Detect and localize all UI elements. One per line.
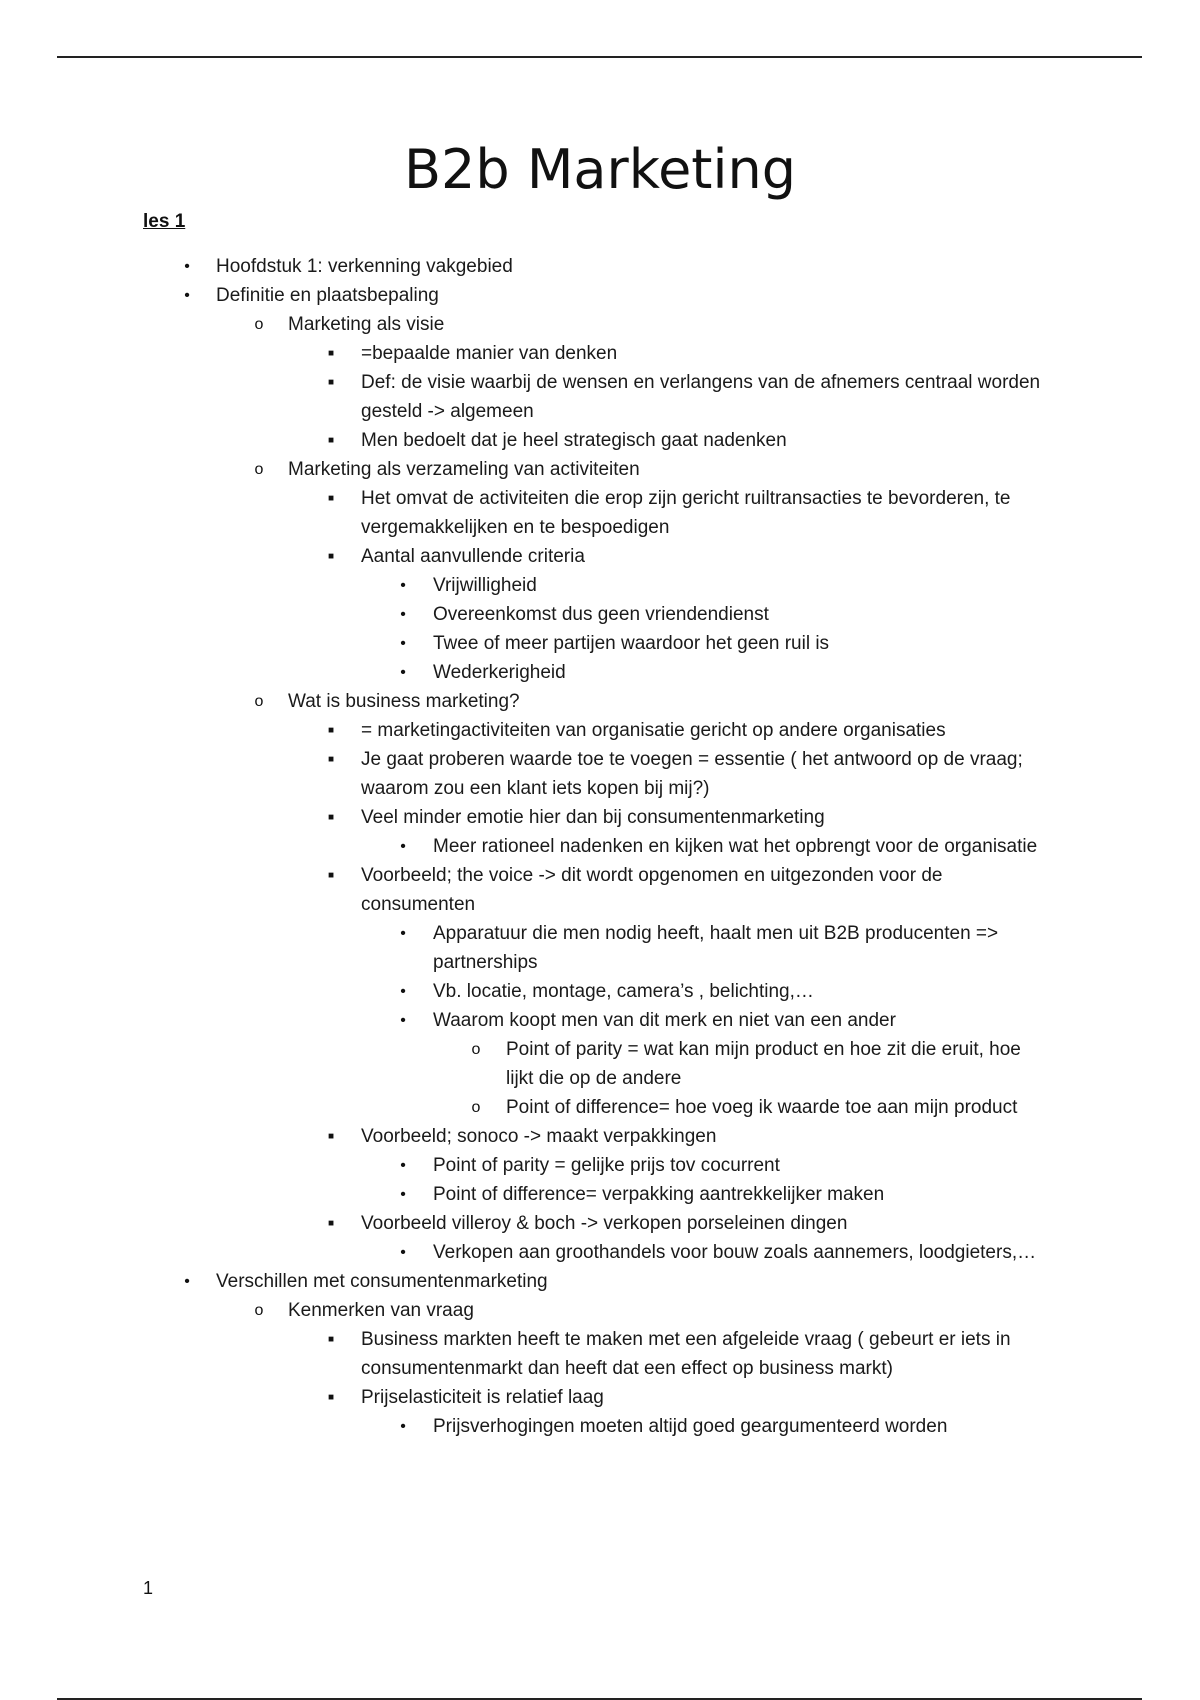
outline-item-level-4: [0, 832, 1200, 861]
outline-item-level-3: [0, 484, 1200, 542]
outline-list: [0, 252, 1200, 1441]
outline-item-level-5: [0, 1093, 1200, 1122]
bullet-icon: ■: [327, 493, 335, 504]
outline-item-level-3: [0, 716, 1200, 745]
outline-item-level-3: [0, 1122, 1200, 1151]
outline-item-text: Wat is business marketing?: [288, 691, 520, 712]
bullet-icon: o: [254, 1302, 264, 1319]
outline-item-level-2: [0, 455, 1200, 484]
bullet-icon: •: [400, 1418, 406, 1435]
outline-item-text: Je gaat proberen waarde toe te voegen = essentie ( het antwoord op de vraag; waarom zou een klant iets kopen bij mij?): [361, 749, 1023, 799]
outline-item-level-3: [0, 339, 1200, 368]
outline-item-level-4: [0, 629, 1200, 658]
outline-item-level-5: [0, 1035, 1200, 1093]
outline-item-text: Kenmerken van vraag: [288, 1300, 474, 1321]
outline-item-level-3: [0, 542, 1200, 571]
bullet-icon: ■: [327, 725, 335, 736]
outline-item-level-3: [0, 1383, 1200, 1412]
outline-item-text: Apparatuur die men nodig heeft, haalt men uit B2B producenten => partnerships: [433, 923, 999, 973]
bullet-icon: ■: [327, 754, 335, 765]
bullet-icon: ■: [327, 1392, 335, 1403]
outline-item-text: Definitie en plaatsbepaling: [216, 285, 439, 306]
outline-item-level-2: [0, 310, 1200, 339]
outline-item-text: Veel minder emotie hier dan bij consumentenmarketing: [361, 807, 825, 828]
outline-item-level-3: [0, 1325, 1200, 1383]
outline-item-level-4: [0, 919, 1200, 977]
outline-item-level-2: [0, 687, 1200, 716]
bullet-icon: o: [254, 461, 264, 478]
bullet-icon: •: [184, 287, 190, 304]
bullet-icon: ■: [327, 1218, 335, 1229]
outline-item-text: Twee of meer partijen waardoor het geen ruil is: [433, 633, 830, 654]
outline-item-level-3: [0, 426, 1200, 455]
bullet-icon: o: [254, 316, 264, 333]
outline-item-text: Vrijwilligheid: [433, 575, 537, 596]
outline-item-level-4: [0, 1151, 1200, 1180]
outline-item-text: Def: de visie waarbij de wensen en verlangens van de afnemers centraal worden gesteld -> algemeen: [361, 372, 1041, 422]
outline-item-text: Voorbeeld villeroy & boch -> verkopen porseleinen dingen: [361, 1213, 848, 1234]
outline-item-text: Verkopen aan groothandels voor bouw zoals aannemers, loodgieters,…: [433, 1242, 1037, 1263]
bullet-icon: •: [184, 1273, 190, 1290]
outline-item-level-3: [0, 745, 1200, 803]
outline-item-level-3: [0, 1209, 1200, 1238]
outline-item-level-4: [0, 1180, 1200, 1209]
bullet-icon: •: [400, 1012, 406, 1029]
bullet-icon: •: [184, 258, 190, 275]
outline-item-text: Prijselasticiteit is relatief laag: [361, 1387, 604, 1408]
bullet-icon: o: [471, 1041, 481, 1058]
outline-item-text: Point of parity = gelijke prijs tov cocurrent: [433, 1155, 780, 1176]
outline-item-text: Verschillen met consumentenmarketing: [216, 1271, 548, 1292]
bullet-icon: •: [400, 1244, 406, 1261]
bullet-icon: •: [400, 925, 406, 942]
outline-item-level-2: [0, 1296, 1200, 1325]
outline-item-text: =bepaalde manier van denken: [361, 343, 618, 364]
outline-item-text: Meer rationeel nadenken en kijken wat het opbrengt voor de organisatie: [433, 836, 1038, 857]
outline-item-text: Point of parity = wat kan mijn product en hoe zit die eruit, hoe lijkt die op de andere: [506, 1039, 1021, 1089]
outline-item-level-1: [0, 1267, 1200, 1296]
bullet-icon: •: [400, 1186, 406, 1203]
outline-item-level-1: [0, 281, 1200, 310]
bullet-icon: ■: [327, 812, 335, 823]
bullet-icon: •: [400, 664, 406, 681]
bullet-icon: ■: [327, 377, 335, 388]
outline-item-level-3: [0, 803, 1200, 832]
outline-item-text: = marketingactiviteiten van organisatie gericht op andere organisaties: [361, 720, 946, 741]
bullet-icon: •: [400, 1157, 406, 1174]
bullet-icon: •: [400, 838, 406, 855]
outline-item-level-1: [0, 252, 1200, 281]
lesson-heading: les 1: [143, 211, 186, 232]
outline-item-text: Voorbeeld; sonoco -> maakt verpakkingen: [361, 1126, 717, 1147]
outline-item-level-3: [0, 368, 1200, 426]
outline-item-text: Business markten heeft te maken met een afgeleide vraag ( gebeurt er iets in consumentenmarkt dan heeft dat een effect op business markt): [361, 1329, 1011, 1379]
outline-item-text: Men bedoelt dat je heel strategisch gaat nadenken: [361, 430, 787, 451]
outline-item-text: Marketing als verzameling van activiteiten: [288, 459, 640, 480]
outline-item-text: Overeenkomst dus geen vriendendienst: [433, 604, 769, 625]
bullet-icon: ■: [327, 551, 335, 562]
outline-item-text: Prijsverhogingen moeten altijd goed geargumenteerd worden: [433, 1416, 948, 1437]
outline-item-level-4: [0, 600, 1200, 629]
outline-item-level-4: [0, 977, 1200, 1006]
bullet-icon: ■: [327, 348, 335, 359]
outline-item-text: Hoofdstuk 1: verkenning vakgebied: [216, 256, 513, 277]
page-title: B2b Marketing: [404, 138, 796, 201]
bullet-icon: ■: [327, 1334, 335, 1345]
bullet-icon: •: [400, 606, 406, 623]
outline-item-level-4: [0, 658, 1200, 687]
outline-item-text: Waarom koopt men van dit merk en niet van een ander: [433, 1010, 896, 1031]
bullet-icon: ■: [327, 435, 335, 446]
outline-item-level-3: [0, 861, 1200, 919]
outline-item-text: Vb. locatie, montage, camera’s , belichting,…: [433, 981, 814, 1002]
outline-item-text: Voorbeeld; the voice -> dit wordt opgenomen en uitgezonden voor de consumenten: [361, 865, 943, 915]
outline-item-level-4: [0, 1412, 1200, 1441]
bullet-icon: ■: [327, 870, 335, 881]
outline-item-text: Aantal aanvullende criteria: [361, 546, 585, 567]
top-rule: [57, 56, 1142, 58]
outline-item-level-4: [0, 1006, 1200, 1035]
bullet-icon: o: [254, 693, 264, 710]
bullet-icon: •: [400, 577, 406, 594]
bullet-icon: •: [400, 635, 406, 652]
outline-item-level-4: [0, 1238, 1200, 1267]
outline-item-text: Point of difference= hoe voeg ik waarde toe aan mijn product: [506, 1097, 1018, 1118]
outline-item-text: Marketing als visie: [288, 314, 445, 335]
outline-item-text: Het omvat de activiteiten die erop zijn gericht ruiltransacties te bevorderen, te vergemakkelijken en te bespoedigen: [361, 488, 1011, 538]
outline-item-text: Point of difference= verpakking aantrekkelijker maken: [433, 1184, 885, 1205]
bullet-icon: •: [400, 983, 406, 1000]
outline-item-level-4: [0, 571, 1200, 600]
outline-item-text: Wederkerigheid: [433, 662, 566, 683]
bullet-icon: o: [471, 1099, 481, 1116]
page-number: 1: [143, 1578, 154, 1598]
bullet-icon: ■: [327, 1131, 335, 1142]
